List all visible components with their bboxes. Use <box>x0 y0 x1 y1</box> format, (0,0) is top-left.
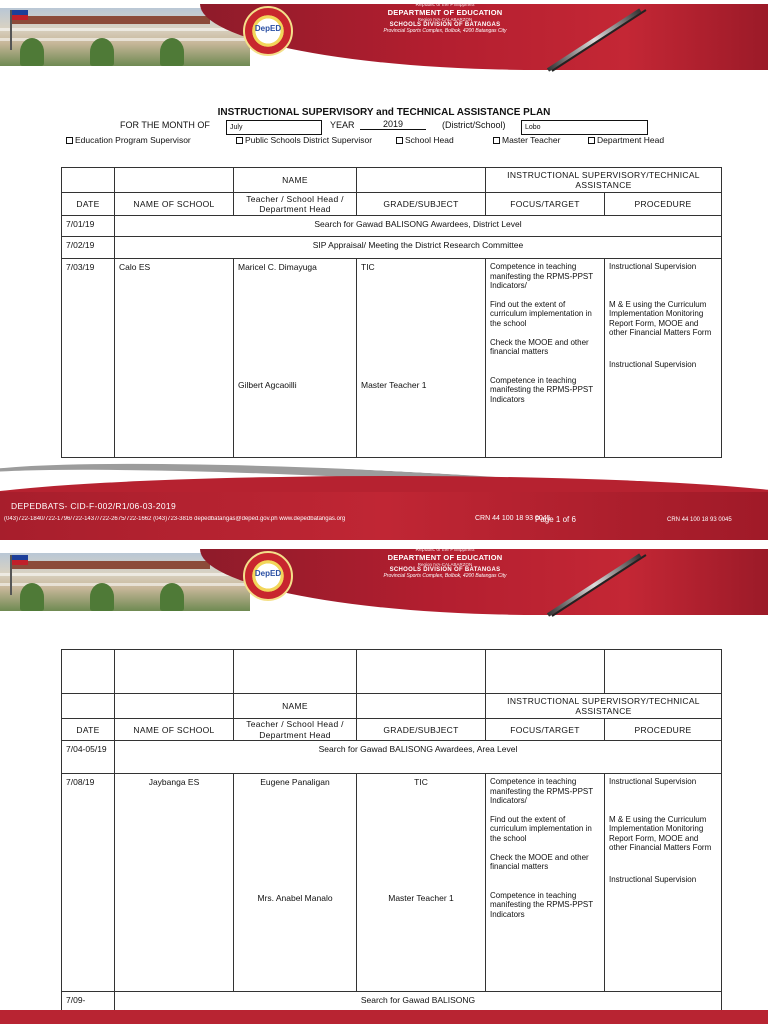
checkbox-label: Public Schools District Supervisor <box>245 135 373 145</box>
teacher-name: Gilbert Agcaoilli <box>238 380 297 390</box>
table-row <box>62 237 722 259</box>
checkbox-eps[interactable] <box>66 135 191 145</box>
year-label: YEAR <box>330 120 355 130</box>
activity-cell: SIP Appraisal/ Meeting the District Research Committee <box>115 237 722 259</box>
focus-item: Find out the extent of curriculum implementation in the school <box>490 814 592 843</box>
checkbox-icon <box>396 137 403 144</box>
teacher-cell <box>234 774 357 992</box>
header-banner <box>0 545 768 617</box>
flag-icon <box>12 10 28 20</box>
header-cell-empty <box>357 168 486 193</box>
teacher-name: Eugene Panaligan <box>260 777 330 787</box>
checkbox-label: School Head <box>405 135 454 145</box>
header-procedure: PROCEDURE <box>605 193 722 216</box>
header-grade: GRADE/SUBJECT <box>357 719 486 741</box>
date-cell: 7/04-05/19 <box>62 741 115 774</box>
header-ista: INSTRUCTIONAL SUPERVISORY/TECHNICAL ASSISTANCE <box>486 168 722 193</box>
empty-cell <box>605 650 722 694</box>
activity-cell: Search for Gawad BALISONG <box>115 992 722 1016</box>
empty-cell <box>486 650 605 694</box>
seal-logo-text: DepED <box>254 569 282 578</box>
focus-cell <box>486 774 605 992</box>
focus-item: Check the MOOE and other financial matters <box>490 337 589 357</box>
division-text: SCHOOLS DIVISION OF BATANGAS <box>389 567 501 573</box>
focus-item: Competence in teaching manifesting the RPMS-PPST Indicators/ <box>490 777 594 806</box>
header-school: NAME OF SCHOOL <box>115 193 234 216</box>
grade-cell <box>357 259 486 458</box>
activity-cell: Search for Gawad BALISONG Awardees, District Level <box>115 216 722 237</box>
document-code: DEPEDBATS- CID-F-002/R1/06-03-2019 <box>11 501 176 511</box>
table-header-row <box>62 694 722 719</box>
focus-item: Competence in teaching manifesting the RPMS-PPST Indicators <box>490 375 594 404</box>
header-teacher: Teacher / School Head / Department Head <box>234 193 357 216</box>
table-row <box>62 741 722 774</box>
address-text: Provincial Sports Complex, Bolbok, 4200 Batangas City <box>383 573 507 579</box>
focus-cell <box>486 259 605 458</box>
checkbox-psds[interactable] <box>236 135 372 145</box>
date-cell: 7/08/19 <box>62 774 115 992</box>
role-checkboxes <box>66 135 716 147</box>
bottom-red-band <box>0 1010 768 1024</box>
grade-value: Master Teacher 1 <box>388 893 454 903</box>
school-cell: Jaybanga ES <box>115 774 234 992</box>
table-row-empty <box>62 650 722 694</box>
plan-table-page-2 <box>61 649 722 1016</box>
checkbox-label: Education Program Supervisor <box>75 135 191 145</box>
table-header-row <box>62 193 722 216</box>
address-text: Provincial Sports Complex, Bolbok, 4200 Batangas City <box>383 28 507 34</box>
checkbox-department-head[interactable] <box>588 135 664 145</box>
header-cell-empty <box>62 694 115 719</box>
table-header-row <box>62 719 722 741</box>
grade-value: Master Teacher 1 <box>361 380 427 390</box>
seal-logo-text: DepED <box>254 24 282 33</box>
republic-text: Republic of the Philippines <box>415 2 475 8</box>
checkbox-label: Department Head <box>597 135 665 145</box>
table-row <box>62 216 722 237</box>
table-row-detail <box>62 774 722 992</box>
header-text-block <box>330 2 560 34</box>
procedure-cell <box>605 774 722 992</box>
checkbox-master-teacher[interactable] <box>493 135 560 145</box>
header-cell-empty <box>62 168 115 193</box>
header-ista: INSTRUCTIONAL SUPERVISORY/TECHNICAL ASSISTANCE <box>486 694 722 719</box>
checkbox-icon <box>66 137 73 144</box>
focus-item: Check the MOOE and other financial matters <box>490 852 589 872</box>
empty-cell <box>115 650 234 694</box>
document-page-2 <box>0 545 768 1024</box>
teacher-name: Maricel C. Dimayuga <box>238 262 317 272</box>
activity-cell: Search for Gawad BALISONG Awardees, Area Level <box>115 741 722 774</box>
date-cell: 7/02/19 <box>62 237 115 259</box>
crn-number-right: CRN 44 100 18 93 0045 <box>667 517 732 523</box>
checkbox-icon <box>493 137 500 144</box>
form-title: INSTRUCTIONAL SUPERVISORY and TECHNICAL ASSISTANCE PLAN <box>217 107 551 118</box>
procedure-item: Instructional Supervision <box>609 777 697 786</box>
procedure-item: Instructional Supervision <box>609 874 697 884</box>
header-date: DATE <box>62 193 115 216</box>
header-banner <box>0 0 768 72</box>
checkbox-icon <box>236 137 243 144</box>
table-header-row <box>62 168 722 193</box>
focus-item: Find out the extent of curriculum implementation in the school <box>490 299 592 328</box>
procedure-item: Instructional Supervision <box>609 359 697 369</box>
district-field[interactable]: Lobo <box>521 120 648 135</box>
month-field[interactable]: July <box>226 120 322 135</box>
empty-cell <box>357 650 486 694</box>
department-text: DEPARTMENT OF EDUCATION <box>387 8 503 17</box>
year-field[interactable]: 2019 <box>360 119 426 130</box>
checkbox-label: Master Teacher <box>502 135 561 145</box>
header-school: NAME OF SCHOOL <box>115 719 234 741</box>
checkbox-school-head[interactable] <box>396 135 454 145</box>
district-label: (District/School) <box>442 120 506 130</box>
page-number: Page 1 of 6 <box>535 515 576 524</box>
grade-cell <box>357 774 486 992</box>
checkbox-icon <box>588 137 595 144</box>
focus-item: Competence in teaching manifesting the RPMS-PPST Indicators/ <box>490 262 594 291</box>
flag-icon <box>12 555 28 565</box>
header-focus: FOCUS/TARGET <box>486 719 605 741</box>
division-text: SCHOOLS DIVISION OF BATANGAS <box>389 22 501 28</box>
empty-cell <box>234 650 357 694</box>
header-name: NAME <box>234 168 357 193</box>
date-cell: 7/09- <box>62 992 115 1016</box>
teacher-cell <box>234 259 357 458</box>
header-cell-empty <box>115 168 234 193</box>
header-name: NAME <box>234 694 357 719</box>
school-cell: Calo ES <box>115 259 234 458</box>
procedure-cell <box>605 259 722 458</box>
crn-number: CRN 44 100 18 93 0045 <box>475 515 551 522</box>
procedure-item: M & E using the Curriculum Implementation Monitoring Report Form, MOOE and other Financial Matters Form <box>609 299 712 338</box>
teacher-name: Mrs. Anabel Manalo <box>257 893 333 903</box>
empty-cell <box>62 650 115 694</box>
contact-info: (043)722-1840/722-1796/722-1437/722-2675/722-1662 (043)723-3816 depedbatangas@deped.gov.ph www.depedbatangas.org <box>4 516 346 522</box>
header-focus: FOCUS/TARGET <box>486 193 605 216</box>
focus-item: Competence in teaching manifesting the RPMS-PPST Indicators <box>490 890 594 919</box>
grade-value: TIC <box>414 777 428 787</box>
header-grade: GRADE/SUBJECT <box>357 193 486 216</box>
grade-value: TIC <box>361 262 375 272</box>
header-text-block <box>330 547 560 579</box>
header-procedure: PROCEDURE <box>605 719 722 741</box>
procedure-item: M & E using the Curriculum Implementation Monitoring Report Form, MOOE and other Financial Matters Form <box>609 814 712 853</box>
procedure-item: Instructional Supervision <box>609 262 697 271</box>
date-cell: 7/01/19 <box>62 216 115 237</box>
table-row-detail <box>62 259 722 458</box>
month-label: FOR THE MONTH OF <box>120 120 210 130</box>
header-cell-empty <box>115 694 234 719</box>
region-text: Region IVA-CALABARZON <box>417 17 473 22</box>
header-teacher: Teacher / School Head / Department Head <box>234 719 357 741</box>
header-cell-empty <box>357 694 486 719</box>
republic-text: Republic of the Philippines <box>415 547 475 553</box>
department-text: DEPARTMENT OF EDUCATION <box>387 553 503 562</box>
region-text: Region IVA-CALABARZON <box>417 562 473 567</box>
date-cell: 7/03/19 <box>62 259 115 458</box>
header-date: DATE <box>62 719 115 741</box>
plan-table-page-1 <box>61 167 722 458</box>
